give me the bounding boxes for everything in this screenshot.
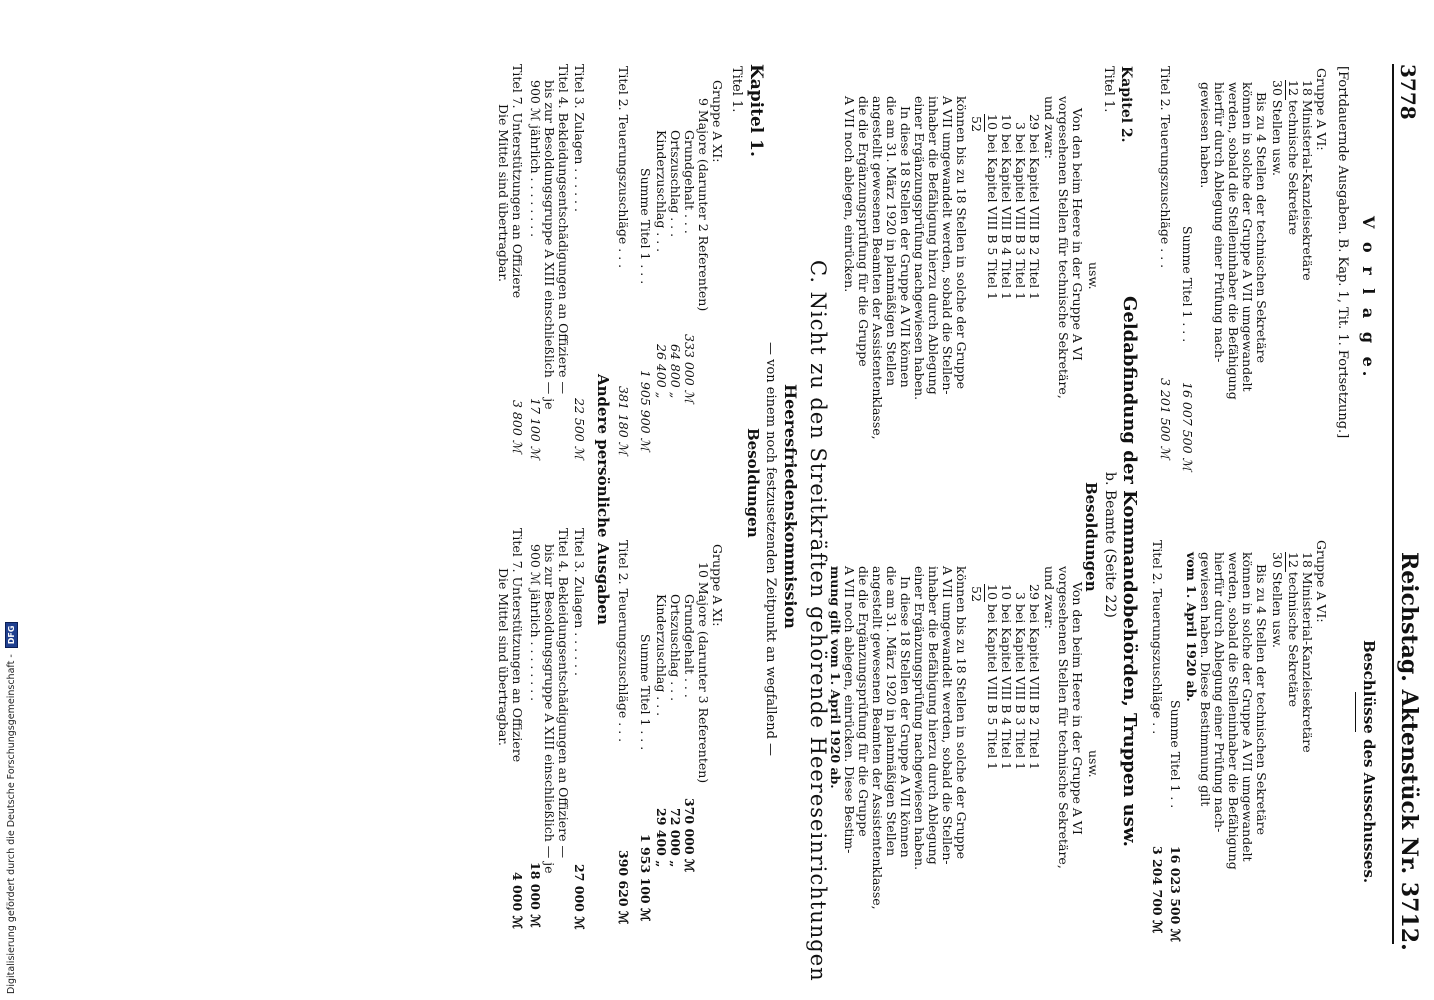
bl-titel4-value: 17 100 ℳ [528, 398, 543, 460]
right-para1-line: Bis zu 4 Stellen der technischen Sekretäre [1254, 564, 1269, 836]
section-c-heading: C. Nicht zu den Streitkräften gehörende Heereseinrichtungen [806, 260, 830, 982]
right-titel2-value: 3 204 700 ℳ [1150, 846, 1165, 934]
bl-summe-value: 1 905 900 ℳ [638, 370, 653, 451]
bl-titel7-label: Titel 7. Unterstützungen an Offiziere [510, 64, 525, 299]
left-staff-rule [1285, 80, 1286, 100]
footer-text: Digitalisierung gefördert durch die Deutsche Forschungsgemeinschaft - [5, 654, 17, 994]
hfk-note: — von einem noch festzusetzenden Zeitpunkt an wegfallend — [763, 342, 778, 757]
br-majore: 10 Majore (darunter 3 Referenten) [696, 562, 711, 784]
right-heading-rule [1355, 692, 1356, 732]
right-para3-line: mung gilt vom 1. April 1920 ab. [828, 566, 843, 789]
right-kapitel-total: 52 [969, 586, 984, 602]
bl-ortszuschlag-value: 64 800 „ [668, 344, 683, 399]
right-usw: usw. [1086, 750, 1101, 778]
left-para3-line: können bis zu 18 Stellen in solche der Gruppe [954, 96, 969, 390]
bl-titel4-line: bis zur Besoldungsgruppe A XIII einschließlich — je [542, 80, 557, 410]
bl-titel7-value: 3 800 ℳ [510, 400, 525, 454]
left-staff-1: 18 Ministerial-Kanzleisekretäre [1300, 80, 1315, 281]
left-kapitel-item: 10 bei Kapitel VIII B 4 Titel 1 [999, 114, 1014, 301]
br-titel7-value: 4 000 ℳ [510, 872, 525, 929]
bl-titel2-value: 381 180 ℳ [616, 386, 631, 456]
left-para1-line: werden, sobald die Stelleninhaber die Befähigung [1226, 82, 1241, 400]
dfg-logo: DFG [5, 622, 18, 649]
br-titel2-value: 390 620 ℳ [616, 850, 631, 925]
right-staff-rule [1285, 552, 1286, 572]
right-kapitel-item: 29 bei Kapitel VIII B 2 Titel 1 [1027, 584, 1042, 771]
left-para1-line: Bis zu 4 Stellen der technischen Sekretäre [1254, 92, 1269, 364]
left-kapitel-item: 10 bei Kapitel VIII B 5 Titel 1 [985, 114, 1000, 301]
left-kapitel-total: 52 [969, 116, 984, 132]
left-para3-line: einer Ergänzungsprüfung nachgewiesen haben. [912, 96, 927, 401]
left-heading: V o r l a g e. [1359, 216, 1378, 381]
right-para1-line: werden, sobald die Stelleninhaber die Befähigung [1226, 552, 1241, 870]
kapitel2-label: Kapitel 2. [1118, 66, 1134, 143]
bl-titel4-line: Titel 4. Bekleidungsentschädigungen an Offiziere — [556, 64, 571, 395]
left-para2-line: vorgesehenen Stellen für technische Sekretäre, [1056, 96, 1071, 399]
br-summe-label: Summe Titel 1 . . . [638, 634, 653, 751]
right-sum-titel1-label: Summe Titel 1 . . [1168, 700, 1183, 809]
br-titel2-label: Titel 2. Teuerungszuschläge . . . [616, 540, 631, 743]
left-kapitel-item: 3 bei Kapitel VIII B 3 Titel 1 [1013, 122, 1028, 301]
left-staff-total: 30 Stellen usw. [1270, 80, 1285, 176]
bl-majore: 9 Majore (darunter 2 Referenten) [696, 98, 711, 312]
right-para3-line: In diese 18 Stellen der Gruppe A VII können [898, 576, 913, 858]
left-para3-line: die die Ergänzungsprüfung für die Gruppe [856, 96, 871, 367]
right-staff-2: 12 technische Sekretäre [1286, 552, 1301, 707]
right-para3-line: A VII noch ablegen, einrücken. Diese Bestim- [842, 566, 857, 854]
besoldungen-heading: Besoldungen [1082, 482, 1100, 592]
right-para1-line: hierfür durch Ablegung einer Prüfung nach- [1212, 552, 1227, 833]
left-group: Gruppe A VI: [1314, 68, 1329, 151]
left-para2-line: Von den beim Heere in der Gruppe A VI [1070, 108, 1085, 361]
right-para1-line: vom 1. April 1920 ab. [1184, 552, 1199, 702]
left-titel2-label: Titel 2. Teuerungszuschläge . . . [1158, 66, 1173, 269]
left-para3-line: die am 31. März 1920 in planmäßigen Stellen [884, 96, 899, 387]
right-para3-line: die am 31. März 1920 in planmäßigen Stellen [884, 566, 899, 857]
left-para3-line: A VII umgewandelt werden, sobald die Stellen- [940, 96, 955, 395]
left-kapitel-item: 29 bei Kapitel VIII B 2 Titel 1 [1027, 114, 1042, 301]
right-para3-line: A VII umgewandelt werden, sobald die Stellen- [940, 566, 955, 865]
left-para3-line: In diese 18 Stellen der Gruppe A VII können [898, 106, 913, 388]
right-para2-line: vorgesehenen Stellen für technische Sekretäre, [1056, 566, 1071, 869]
right-para2-line: und zwar: [1042, 566, 1057, 630]
bl-titel3-label: Titel 3. Zulagen . . . . . . [572, 64, 587, 212]
br-kinderzuschlag-value: 29 400 „ [654, 808, 669, 868]
br-summe-value: 1 953 100 ℳ [638, 834, 653, 922]
left-para3-line: A VII noch ablegen, einrücken. [842, 96, 857, 293]
bl-note: Die Mittel sind übertragbar. [496, 104, 511, 282]
kapitel2-title: Geldabfindung der Kommandobehörden, Truppen usw. [1119, 296, 1140, 847]
br-titel4-line: Titel 4. Bekleidungsentschädigungen an Offiziere — [556, 528, 571, 859]
br-ortszuschlag-value: 72 000 „ [668, 808, 683, 868]
right-kapitel-item: 10 bei Kapitel VIII B 5 Titel 1 [985, 584, 1000, 771]
right-para1-line: gewiesen haben. Diese Bestimmung gilt [1198, 552, 1213, 807]
left-para1-line: gewiesen haben. [1198, 82, 1213, 189]
left-continuation: [Fortdauernde Ausgaben. B. Kap. 1, Tit. 1. Fortsetzung.] [1335, 66, 1350, 439]
left-para1-line: hierfür durch Ablegung einer Prüfung nach- [1212, 82, 1227, 363]
kapitel2-titel1: Titel 1. [1101, 66, 1116, 113]
br-group: Gruppe A XI: [710, 544, 725, 627]
right-heading: Beschlüsse des Ausschusses. [1360, 640, 1378, 884]
right-para3-line: angestellt gewesenen Beamten der Assistentenklasse, [870, 566, 885, 910]
page-number: 3778 [1396, 64, 1420, 120]
left-usw: usw. [1086, 262, 1101, 290]
besoldungen2-heading: Besoldungen [744, 428, 762, 538]
left-para2-line: und zwar: [1042, 96, 1057, 160]
br-titel4-line: bis zur Besoldungsgruppe A XIII einschließlich — je [542, 544, 557, 874]
kapitel1-titel1: Titel 1. [729, 66, 744, 113]
right-para3-line: können bis zu 18 Stellen in solche der Gruppe [954, 566, 969, 860]
bl-grundgehalt-value: 333 000 ℳ [682, 334, 697, 404]
right-titel2-label: Titel 2. Teuerungszuschläge . . [1150, 540, 1165, 735]
hfk-heading: Heeresfriedenskommission [781, 384, 800, 629]
left-sum-titel1-label: Summe Titel 1 . . . [1180, 226, 1195, 343]
beamte-heading: b. Beamte (Seite 22) [1102, 472, 1118, 618]
left-staff-2: 12 technische Sekretäre [1286, 80, 1301, 235]
left-para1-line: können in solche der Gruppe A VII umgewandelt [1240, 82, 1255, 392]
header-rule [1392, 64, 1394, 944]
bl-kinderzuschlag-label: Kinderzuschlag . . . [654, 130, 669, 253]
left-kapitel-rule [984, 114, 985, 132]
right-group: Gruppe A VI: [1314, 540, 1329, 623]
br-titel4-value: 18 000 ℳ [528, 862, 543, 928]
right-kapitel-rule [984, 584, 985, 602]
br-titel3-label: Titel 3. Zulagen . . . . . . [572, 528, 587, 676]
br-titel7-label: Titel 7. Unterstützungen an Offiziere [510, 528, 525, 763]
right-kapitel-item: 10 bei Kapitel VIII B 4 Titel 1 [999, 584, 1014, 771]
br-ortszuschlag-label: Ortszuschlag . . . [668, 594, 683, 702]
right-kapitel-item: 3 bei Kapitel VIII B 3 Titel 1 [1013, 592, 1028, 771]
br-grundgehalt-value: 370 000 ℳ [682, 798, 697, 873]
right-para3-line: die die Ergänzungsprüfung für die Gruppe [856, 566, 871, 837]
bl-titel4-line: 900 ℳ jährlich . . . . . . . . [528, 80, 543, 238]
right-para2-line: Von den beim Heere in der Gruppe A VI [1070, 582, 1085, 835]
bl-summe-label: Summe Titel 1 . . . [638, 168, 653, 285]
right-staff-total: 30 Stellen usw. [1270, 552, 1285, 648]
br-note: Die Mittel sind übertragbar. [496, 568, 511, 746]
right-staff-1: 18 Ministerial-Kanzleisekretäre [1300, 552, 1315, 753]
bl-grundgehalt-label: Grundgehalt . . . [682, 130, 697, 234]
br-grundgehalt-label: Grundgehalt . . . [682, 594, 697, 698]
andere-heading: Andere persönliche Ausgaben [594, 374, 612, 625]
kapitel1-label: Kapitel 1. [746, 64, 766, 157]
bl-kinderzuschlag-value: 26 400 „ [654, 344, 669, 399]
right-sum-titel1-value: 16 023 500 ℳ [1168, 846, 1183, 943]
br-kinderzuschlag-label: Kinderzuschlag . . . [654, 594, 669, 717]
left-sum-titel1-value: 16 007 500 ℳ [1180, 382, 1195, 471]
right-para3-line: inhaber die Befähigung hierzu durch Ablegung [926, 566, 941, 865]
right-para1-line: können in solche der Gruppe A VII umgewandelt [1240, 552, 1255, 862]
left-para3-line: angestellt gewesenen Beamten der Assistentenklasse, [870, 96, 885, 440]
digitization-footer [0, 0, 22, 1000]
bl-titel2-label: Titel 2. Teuerungszuschläge . . . [616, 66, 631, 269]
br-titel4-line: 900 ℳ jährlich . . . . . . . . [528, 544, 543, 702]
right-para3-line: einer Ergänzungsprüfung nachgewiesen haben. [912, 566, 927, 871]
bl-titel3-value: 22 500 ℳ [572, 398, 587, 460]
br-titel3-value: 27 000 ℳ [572, 864, 587, 930]
bl-group: Gruppe A XI: [710, 80, 725, 163]
page-title: Reichstag. Aktenstück Nr. 3712. [1396, 552, 1422, 951]
bl-ortszuschlag-label: Ortszuschlag . . . [668, 130, 683, 238]
left-para3-line: inhaber die Befähigung hierzu durch Ablegung [926, 96, 941, 395]
left-titel2-value: 3 201 500 ℳ [1158, 378, 1173, 459]
